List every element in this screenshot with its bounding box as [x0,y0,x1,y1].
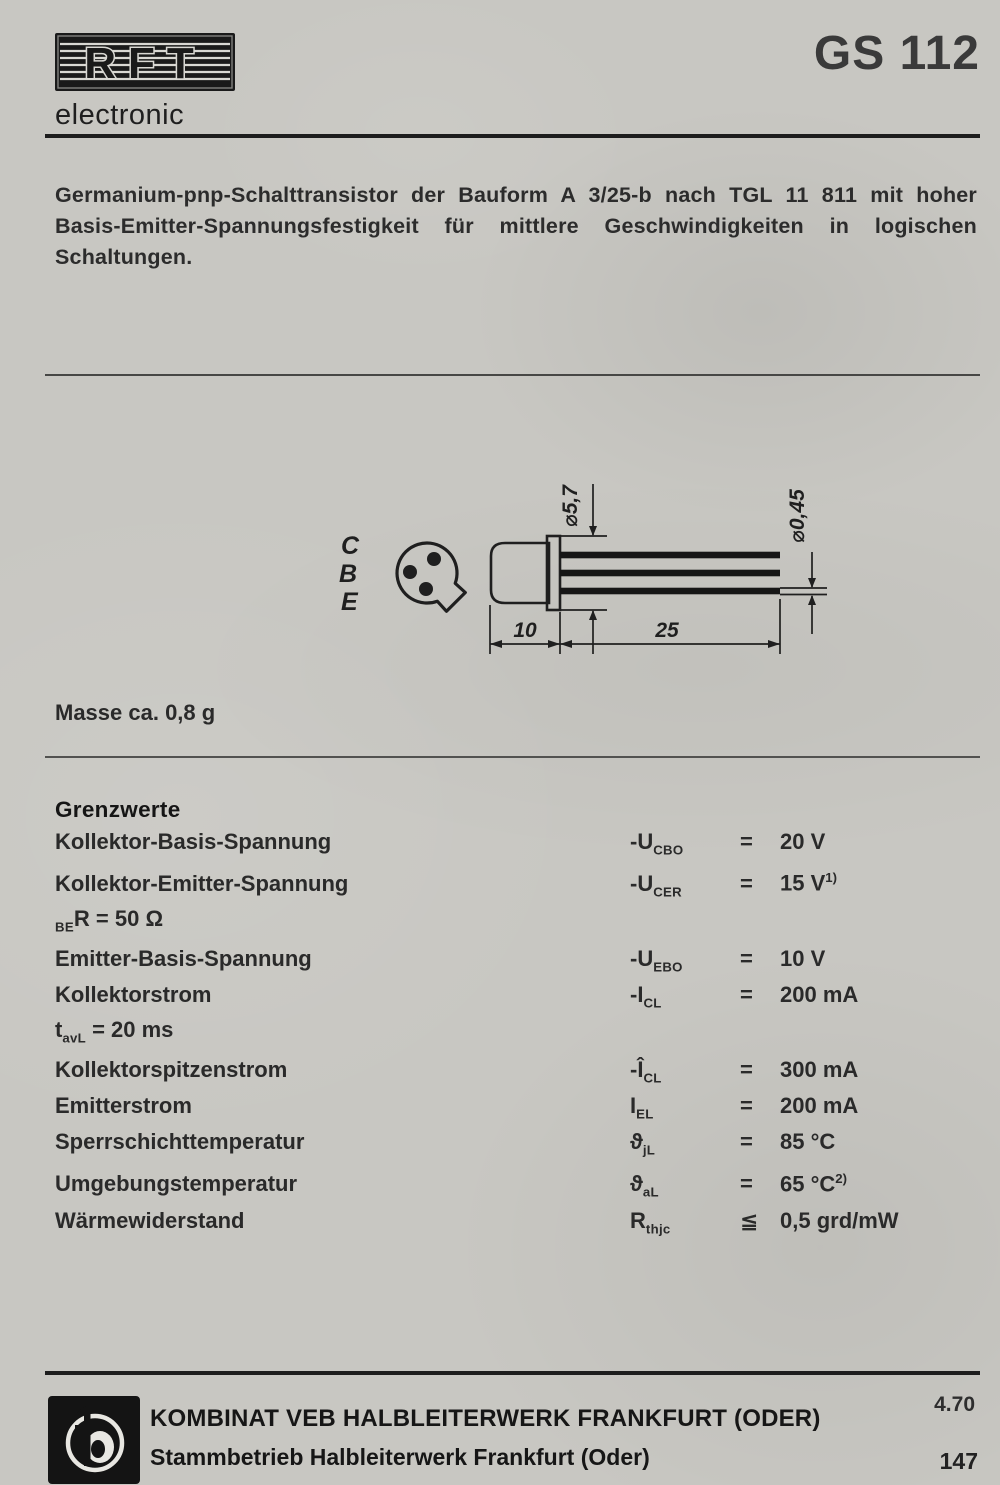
limit-symbol: $R_{thjc}$ [630,1207,671,1236]
limit-label: Kollektor-Basis-Spannung [55,829,332,854]
manufacturer-block [150,1405,821,1471]
limit-value: 20 V [780,829,826,854]
limit-relation: ≦ [740,1207,760,1233]
header-rule [45,134,980,138]
limit-row [55,1128,965,1164]
footer-rule [45,1371,980,1375]
hfo-logo-icon [48,1396,140,1485]
section-rule [45,374,980,376]
package-drawing-svg [315,458,835,670]
limit-symbol: $ϑ_{aL}$ [630,1171,659,1200]
limit-value: 0,5 grd/mW [780,1207,899,1233]
limit-row [55,1056,965,1092]
pin-dots [403,552,441,596]
manufacturer-name: KOMBINAT VEB HALBLEITERWERK FRANKFURT (ODER) [150,1405,821,1432]
limit-symbol: $-U_{EBO}$ [630,945,683,974]
limit-relation: = [740,829,754,854]
pin-label-c: C [341,532,360,560]
limit-value: 15 $V^{1)}$ [780,870,837,896]
limit-label: Sperrschichttemperatur [55,1129,305,1155]
limit-label: Emitter-Basis-Spannung [55,945,312,971]
limit-label: Emitterstrom [55,1093,192,1119]
brand-block [55,33,235,132]
limit-symbol: $ϑ_{jL}$ [630,1129,656,1158]
limit-value: 200 mA [780,981,859,1007]
limits-rule [45,756,980,758]
limit-row [55,1092,965,1128]
limit-symbol: $-Î_{CL}$ [630,1056,662,1086]
dim-leads-label: 25 [655,619,679,642]
limit-label: Kollektorspitzenstrom [55,1056,288,1082]
limit-symbol: $-U_{CBO}$ [630,829,684,858]
package-drawing [315,458,835,670]
dim-body-label: 10 [513,619,537,642]
dim-lead-label: ⌀0,45 [786,489,809,543]
limit-label: Kollektor-Emitter-Spannung [55,870,349,896]
limit-label: Umgebungstemperatur [55,1171,298,1197]
limit-condition [55,1017,965,1051]
dim-flange-label: ⌀5,7 [559,485,582,527]
limit-relation: = [740,870,754,896]
mass-note: Masse ca. 0,8 g [55,700,216,725]
limit-relation: = [740,1129,754,1155]
limit-row [55,945,965,981]
limit-symbol: $-U_{CER}$ [630,870,682,900]
part-number-title: GS 112 [813,27,980,80]
limit-row [55,1207,965,1243]
limit-symbol: $-I_{CL}$ [630,981,662,1011]
limit-label: Kollektorstrom [55,981,212,1007]
limits-heading: Grenzwerte [55,796,181,822]
pin-label-e: E [341,588,358,616]
limit-symbol: $I_{EL}$ [630,1093,654,1122]
manufacturer-plant: Stammbetrieb Halbleiterwerk Frankfurt (Oder) [150,1444,650,1470]
limit-relation: = [740,945,754,971]
limit-value: 85 °C [780,1129,836,1155]
page-number: 147 [939,1448,978,1474]
limit-relation: = [740,1171,754,1197]
limit-row [55,864,965,906]
limit-value: 300 mA [780,1056,859,1082]
rft-logo-icon [55,33,235,91]
pinout-diagram [339,532,465,616]
limit-value: 200 mA [780,1093,859,1119]
leads [560,552,780,595]
limits-table [55,828,965,1243]
limit-row [55,1165,965,1207]
brand-letters: RFT [84,39,206,88]
limit-value: 65 $^\circ C^{2)}$ [780,1170,848,1197]
date-code: 4.70 [934,1393,975,1416]
limit-relation: = [740,1056,754,1082]
pin-label-b: B [339,560,358,588]
limit-relation: = [740,1093,754,1119]
limit-relation: = [740,981,754,1007]
description-paragraph: Germanium-pnp-Schalttransistor der Bauform A 3/25-b nach TGL 11 811 mit hoher Basis-Emitter-Spannungsfestigkeit für mittlere Geschwindigkeiten in logischen Schaltungen. [55,182,977,269]
limit-condition [55,906,965,940]
limit-row [55,828,965,864]
limit-condition-text: $_{BE}$R = 50 Ω [55,906,164,935]
limit-row [55,981,965,1017]
limit-condition-text: $t_{avL} = 20$ ms [55,1017,174,1046]
brand-subtitle: electronic [55,99,185,131]
side-view [491,536,780,610]
limit-label: Wärmewiderstand [55,1207,245,1233]
limit-value: 10 V [780,945,826,971]
